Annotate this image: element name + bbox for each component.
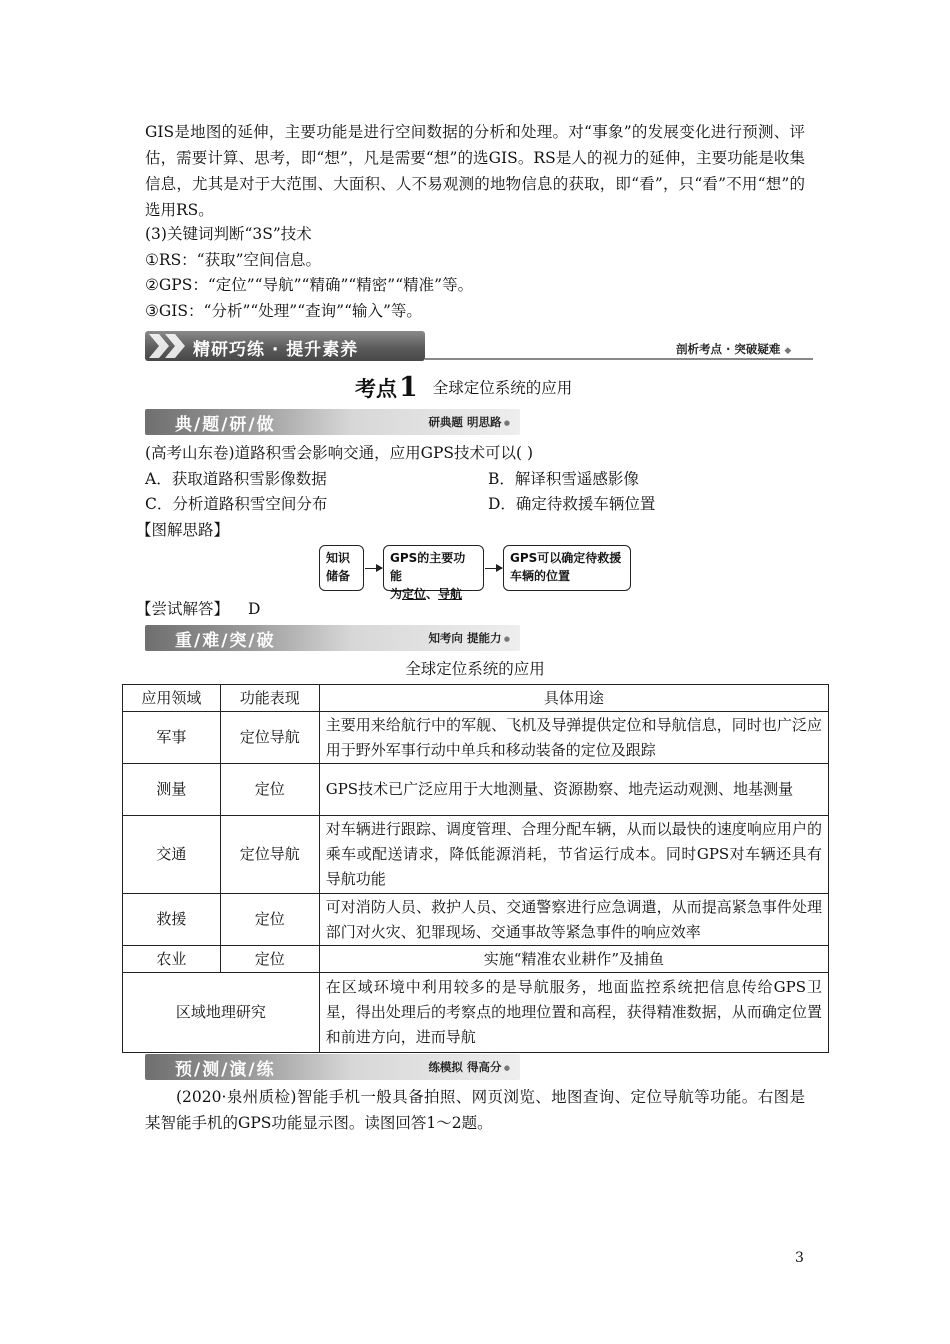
flow-box-gps-conclusion-line2: 车辆的位置 (510, 569, 571, 583)
table-row (123, 894, 829, 946)
option-b: B．解译积雪遥感影像 (488, 470, 639, 488)
section-banner-subtitle (676, 341, 791, 357)
table-cell-func: 定位导航 (220, 712, 319, 764)
flow-arrow-1 (365, 568, 382, 569)
table-header-field: 应用领域 (123, 685, 221, 712)
gps-application-table (122, 684, 829, 1053)
flow-text-dingwei: 定位 (402, 587, 427, 601)
yuce-banner (145, 1054, 520, 1080)
table-cell-use: 在区域环境中利用较多的是导航服务，地面监控系统把信息传给GPS卫星，得出处理后的考察点的地理位置和高程，获得精准数据，从而确定位置和前进方向，进而导航 (319, 973, 828, 1053)
table-cell-func: 定位 (220, 764, 319, 816)
flow-box-gps-conclusion-line1: GPS可以确定待救援 (510, 551, 622, 565)
table-header-func: 功能表现 (220, 685, 319, 712)
table-header-use: 具体用途 (319, 685, 828, 712)
table-cell-field: 测量 (123, 764, 221, 816)
section-divider (425, 358, 813, 360)
kaodian-title: 全球定位系统的应用 (432, 379, 573, 397)
flow-box-gps-function-line1: GPS的主要功能 (390, 551, 466, 583)
flow-box-knowledge (319, 545, 364, 591)
list-item-gis: ③GIS：“分析”“处理”“查询”“输入”等。 (145, 302, 422, 320)
flow-text-comma: 、 (426, 587, 439, 601)
flow-arrow-2 (485, 568, 502, 569)
table-row (123, 946, 829, 973)
kaodian-heading (355, 372, 572, 403)
intro-paragraph: GIS是地图的延伸，主要功能是进行空间数据的分析和处理。对“事象”的发展变化进行预测、评估，需要计算、思考，即“想”，凡是需要“想”的选GIS。RS是人的视力的延伸，主要功能是收集信息，尤其是对于大范围、大面积、人不易观测的地物信息的获取，即“看”，只“看”不用“想”的选用RS。 (145, 123, 805, 219)
dianti-banner (145, 409, 520, 435)
table-cell-field: 交通 (123, 816, 221, 894)
kaodian-number: 1 (399, 372, 418, 403)
list-item-gps: ②GPS：“定位”“导航”“精确”“精密”“精准”等。 (145, 276, 474, 294)
table-row (123, 816, 829, 894)
yuce-question-text: (2020·泉州质检)智能手机一般具备拍照、网页浏览、地图查询、定位导航等功能。右图是某智能手机的GPS功能显示图。读图回答1～2题。 (145, 1088, 805, 1132)
option-a: A．获取道路积雪影像数据 (145, 470, 327, 488)
table-cell-field-merged: 区域地理研究 (123, 973, 320, 1053)
heading-3s-keywords: (3)关键词判断“3S”技术 (145, 225, 312, 243)
table-cell-func: 定位导航 (220, 816, 319, 894)
zhongnan-banner-title: 重/难/突/破 (175, 631, 276, 651)
flow-text-daohang: 导航 (438, 587, 463, 601)
table-cell-field: 救援 (123, 894, 221, 946)
flow-box-knowledge-line1: 知识 (326, 551, 351, 565)
tujie-label: 【图解思路】 (136, 521, 230, 539)
table-cell-field: 农业 (123, 946, 221, 973)
table-row (123, 764, 829, 816)
table-cell-use: 可对消防人员、救护人员、交通警察进行应急调遣，从而提高紧急事件处理部门对火灾、犯罪现场、交通事故等紧急事件的响应效率 (319, 894, 828, 946)
table-cell-func: 定位 (220, 946, 319, 973)
question-stem: (高考山东卷)道路积雪会影响交通，应用GPS技术可以( ) (145, 444, 534, 462)
flow-box-gps-conclusion (503, 545, 631, 591)
answer-line (136, 596, 260, 622)
table-row (123, 712, 829, 764)
page-number: 3 (795, 1250, 804, 1266)
table-cell-use: GPS技术已广泛应用于大地测量、资源勘察、地壳运动观测、地基测量 (319, 764, 828, 816)
section-banner-subtitle-text: 剖析考点 · 突破疑难 (676, 342, 781, 356)
zhongnan-banner-subtitle: 知考向 提能力 ● (428, 630, 510, 646)
dianti-banner-title: 典/题/研/做 (175, 415, 276, 435)
table-cell-field: 军事 (123, 712, 221, 764)
flow-text-wei: 为 (390, 587, 403, 601)
table-header-row (123, 685, 829, 712)
table-cell-use: 主要用来给航行中的军舰、飞机及导弹提供定位和导航信息，同时也广泛应用于野外军事行动中单兵和移动装备的定位及跟踪 (319, 712, 828, 764)
yuce-banner-subtitle: 练模拟 得高分 ● (428, 1059, 510, 1075)
zhongnan-banner (145, 625, 520, 651)
option-d: D．确定待救援车辆位置 (488, 495, 656, 513)
yuce-banner-title: 预/测/演/练 (175, 1060, 276, 1080)
answer-value: D (247, 600, 261, 618)
diamond-icon: ◆ (784, 346, 792, 356)
kaodian-label: 考点 (355, 377, 397, 401)
flow-box-knowledge-line2: 储备 (326, 569, 351, 583)
section-banner-title: 精研巧练 · 提升素养 (193, 340, 359, 360)
double-chevron-icon (145, 331, 191, 361)
table-cell-func: 定位 (220, 894, 319, 946)
section-banner (145, 331, 425, 361)
list-item-rs: ①RS：“获取”空间信息。 (145, 251, 322, 269)
table-cell-use: 对车辆进行跟踪、调度管理、合理分配车辆，从而以最快的速度响应用户的乘车或配送请求，降低能源消耗，节省运行成本。同时GPS对车辆还具有导航功能 (319, 816, 828, 894)
flow-box-gps-function (383, 545, 484, 601)
dianti-banner-subtitle: 研典题 明思路 ● (428, 414, 510, 430)
flow-box-gps-function-line2 (390, 585, 477, 603)
option-c: C．分析道路积雪空间分布 (145, 495, 328, 513)
table-cell-use: 实施“精准农业耕作”及捕鱼 (319, 946, 828, 973)
answer-label: 【尝试解答】 (136, 600, 230, 618)
table-caption: 全球定位系统的应用 (405, 660, 545, 678)
table-row (123, 973, 829, 1053)
